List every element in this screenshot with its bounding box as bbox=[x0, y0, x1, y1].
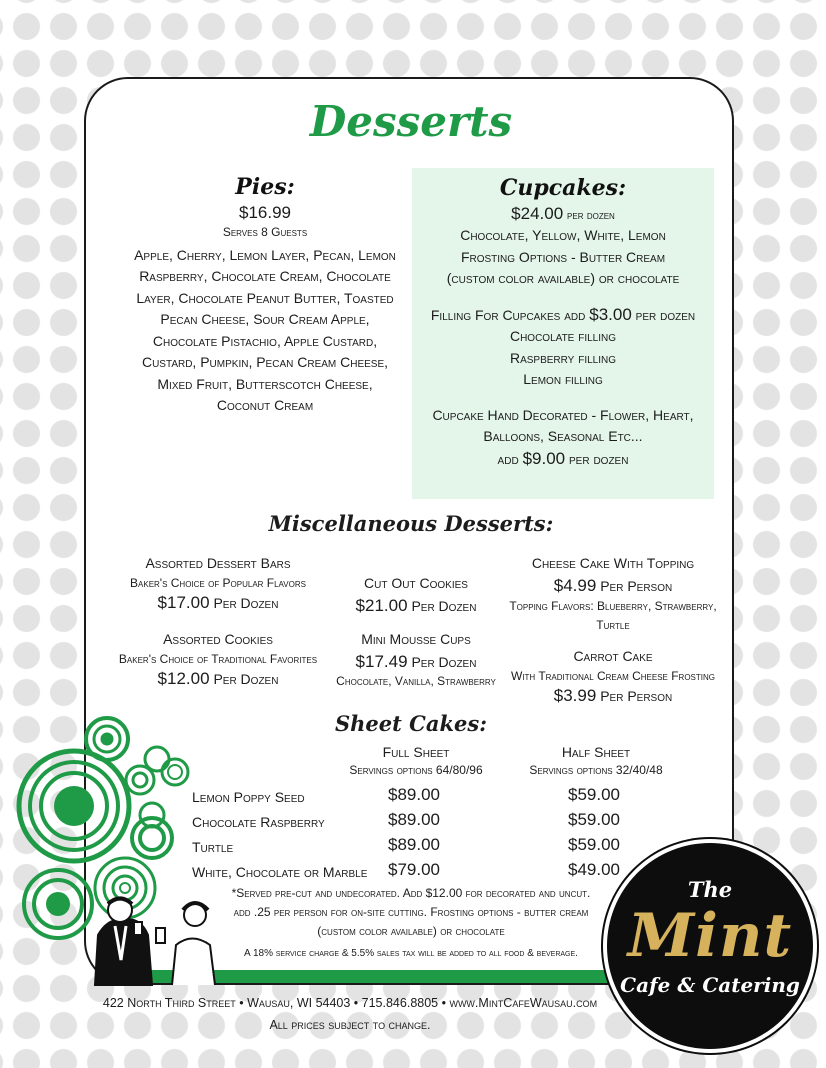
filling-item: Lemon filling bbox=[523, 371, 603, 387]
cupcakes-flavors: Chocolate, Yellow, White, Lemon bbox=[460, 227, 666, 243]
cupcakes-heading: Cupcakes: bbox=[499, 175, 627, 201]
item-name: Assorted Cookies bbox=[163, 631, 273, 647]
half-price: $59.00 bbox=[568, 785, 620, 804]
item-desc: Baker's Choice of Traditional Favorites bbox=[118, 651, 318, 666]
item-unit: Per Person bbox=[600, 577, 673, 594]
cake-name: Turtle bbox=[192, 839, 234, 855]
item-price: $17.00 bbox=[157, 592, 210, 612]
item-desc: With Traditional Cream Cheese Frosting bbox=[510, 668, 715, 683]
full-price: $89.00 bbox=[388, 785, 440, 804]
logo-cafe: Cafe & Catering bbox=[620, 973, 800, 997]
filling-item: Raspberry filling bbox=[509, 349, 617, 366]
service-charge-note: A 18% service charge & 5.5% sales tax will be added to all food & beverage. bbox=[244, 948, 578, 959]
cupcakes-frosting: Frosting Options - Butter Cream bbox=[460, 248, 666, 265]
note-line: add .25 per person for on-site cutting. Frosting options - butter cream bbox=[233, 905, 589, 919]
logo-mint: Mint bbox=[627, 901, 793, 971]
filling-unit: per dozen bbox=[635, 306, 696, 323]
decorated-price: $9.00 bbox=[522, 448, 566, 468]
item-unit: Per Dozen bbox=[411, 653, 477, 670]
item-unit: Per Dozen bbox=[213, 670, 279, 687]
half-sheet-label: Half Sheet bbox=[561, 744, 631, 760]
footer-address: 422 North Third Street • Wausau, WI 54403 • 715.846.8805 • www.MintCafeWausau.com bbox=[102, 996, 598, 1010]
full-price: $89.00 bbox=[388, 835, 440, 854]
half-price: $49.00 bbox=[568, 860, 620, 879]
item-desc: Chocolate, Vanilla, Strawberry bbox=[336, 674, 496, 688]
cake-name: White, Chocolate or Marble bbox=[192, 864, 368, 880]
item-price: $3.99 bbox=[553, 685, 597, 705]
half-sheet-servings: Servings options 32/40/48 bbox=[529, 763, 663, 777]
cupcakes-price-unit: per dozen bbox=[567, 207, 615, 222]
note-line: (custom color available) or chocolate bbox=[317, 924, 505, 938]
pies-flavors: Apple, Cherry, Lemon Layer, Pecan, Lemon Raspberry, Chocolate Cream, Chocolate Layer, Chocolate Peanut Butter, Toasted Pecan Cheese, Sour Cream Apple, Chocolate Pistachio, Apple Custard, Custard, Pumpkin, Pecan Cream Cheese, Mixed Fruit, Butterscotch Cheese, Coconut Cream bbox=[134, 246, 396, 413]
item-desc: Topping Flavors: Blueberry, Strawberry, Turtle bbox=[509, 599, 717, 632]
pies-price: $16.99 bbox=[239, 202, 291, 222]
filling-item: Chocolate filling bbox=[509, 328, 617, 344]
item-name: Cheese Cake With Topping bbox=[531, 555, 695, 571]
item-price: $4.99 bbox=[553, 575, 597, 595]
cupcakes-price: $24.00 bbox=[511, 203, 564, 223]
decorated-unit: per dozen bbox=[569, 450, 629, 467]
sheet-cakes-heading: Sheet Cakes: bbox=[335, 711, 487, 736]
half-price: $59.00 bbox=[568, 810, 620, 829]
item-name: Assorted Dessert Bars bbox=[145, 555, 291, 571]
note-line: *Served pre-cut and undecorated. Add $12.00 for decorated and uncut. bbox=[231, 886, 591, 900]
cupcakes-decorated: Cupcake Hand Decorated - Flower, Heart, Balloons, Seasonal Etc... bbox=[432, 406, 694, 444]
pies-serves: Serves 8 Guests bbox=[222, 224, 308, 239]
decorated-add: add bbox=[497, 450, 519, 467]
item-price: $12.00 bbox=[157, 668, 210, 688]
item-name: Carrot Cake bbox=[573, 648, 653, 664]
item-unit: Per Dozen bbox=[213, 594, 279, 611]
cake-name: Lemon Poppy Seed bbox=[192, 789, 305, 805]
filling-label: Filling For Cupcakes add bbox=[430, 306, 586, 323]
logo-the: The bbox=[687, 877, 733, 902]
item-unit: Per Dozen bbox=[411, 597, 477, 614]
retro-couple-illustration-icon bbox=[95, 898, 215, 985]
item-price: $21.00 bbox=[355, 595, 408, 615]
item-name: Mini Mousse Cups bbox=[361, 631, 471, 647]
misc-heading: Miscellaneous Desserts: bbox=[268, 511, 554, 536]
full-sheet-label: Full Sheet bbox=[382, 744, 450, 760]
filling-price: $3.00 bbox=[589, 304, 632, 324]
item-name: Cut Out Cookies bbox=[364, 575, 468, 591]
full-price: $79.00 bbox=[388, 860, 440, 879]
pies-heading: Pies: bbox=[235, 174, 295, 200]
item-unit: Per Person bbox=[600, 687, 673, 704]
half-price: $59.00 bbox=[568, 835, 620, 854]
full-price: $89.00 bbox=[388, 810, 440, 829]
footer-disclaimer: All prices subject to change. bbox=[269, 1018, 431, 1032]
mint-logo bbox=[603, 839, 817, 1053]
full-sheet-servings: Servings options 64/80/96 bbox=[349, 763, 483, 777]
cake-name: Chocolate Raspberry bbox=[192, 814, 325, 830]
item-price: $17.49 bbox=[355, 651, 408, 671]
cupcakes-frosting-custom: (custom color available) or chocolate bbox=[446, 270, 680, 286]
item-desc: Baker's Choice of Popular Flavors bbox=[130, 575, 306, 590]
page-title: Desserts bbox=[309, 97, 513, 146]
